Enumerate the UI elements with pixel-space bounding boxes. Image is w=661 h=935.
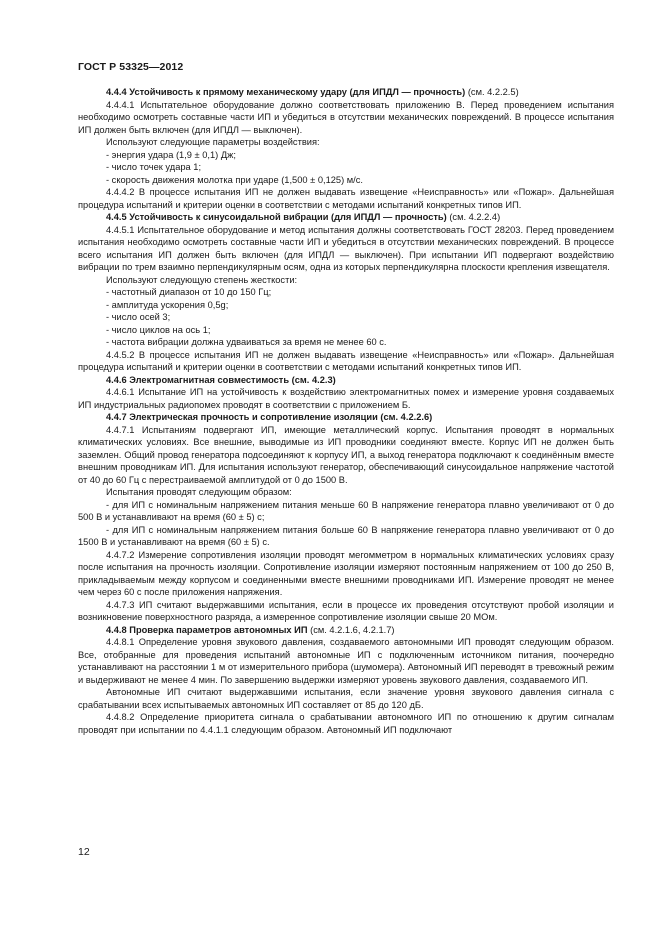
heading-title: 4.4.7 Электрическая прочность и сопротивление изоляции (см. 4.2.2.6) (106, 412, 433, 422)
paragraph-text: 4.4.5.1 Испытательное оборудование и метод испытания должны соответствовать ГОСТ 28203. Перед проведением испытания необходимо осмотреть составные части ИП и убедиться в отсутствии механических повреждений. В процессе всего испытания ИП должен быть включен (для ИПДЛ — выключен). При испытании ИП подвергают воздействию вибрации по трем взаимно перпендикулярным осям, одна из которых перпендикулярна плоскости крепления извещателя. (78, 224, 614, 272)
paragraph-text: - для ИП с номинальным напряжением питания меньше 60 В напряжение генератора плавно увеличивают от 0 до 500 В и устанавливают на время (60 ± 5) с; (78, 499, 614, 522)
paragraph (78, 486, 614, 499)
section-heading (78, 86, 614, 99)
paragraph (78, 524, 614, 549)
list-item (78, 149, 614, 162)
paragraph (78, 549, 614, 599)
section-heading (78, 211, 614, 224)
paragraph-text: - для ИП с номинальным напряжением питания больше 60 В напряжение генератора плавно увеличивают от 0 до 1500 В и устанавливают на время (60 ± 5) с. (78, 524, 614, 547)
paragraph-text: - частота вибрации должна удваиваться за время не менее 60 с. (106, 337, 387, 347)
paragraph-text: - частотный диапазон от 10 до 150 Гц; (106, 287, 272, 297)
paragraph (78, 386, 614, 411)
paragraph (78, 274, 614, 287)
page-number: 12 (78, 846, 90, 858)
paragraph (78, 686, 614, 711)
paragraph-text: 4.4.7.2 Измерение сопротивления изоляции проводят мегомметром в нормальных климатических условиях сразу после испытания на прочность изоляции. Сопротивление изоляции измеряют постоянным напряжением от 100 до 250 В, прикладываемым между корпусом и соединенными вместе внешними проводниками ИП. Измерение проводят не менее чем через 60 с после приложения напряжения. (78, 549, 614, 597)
paragraph-text: (см. 4.2.2.4) (446, 212, 501, 222)
paragraph-text: - число точек удара 1; (106, 162, 202, 172)
paragraph-text: 4.4.8.2 Определение приоритета сигнала о срабатывании автономного ИП по отношению к другим сигналам проводят при испытании по 4.4.1.1 следующим образом. Автономный ИП подключают (78, 712, 614, 735)
paragraph-text: Используют следующие параметры воздействия: (106, 137, 320, 147)
paragraph-text: 4.4.8.1 Определение уровня звукового давления, создаваемого автономными ИП проводят следующим образом. Все, отобранные для проведения испытаний автономные ИП с подключенным источником питания, поочередно устанавливают на расстоянии 1 м от измерительного прибора (шумомера). Автономный ИП переводят в тревожный режим и выдерживают не менее 4 мин. По завершению выдержки измеряют уровень звукового давления, создаваемого ИП. (78, 637, 614, 685)
list-item (78, 299, 614, 312)
heading-title: 4.4.4 Устойчивость к прямому механическому удару (для ИПДЛ — прочность) (106, 87, 466, 97)
paragraph (78, 424, 614, 487)
paragraph-text: - число осей 3; (106, 312, 171, 322)
paragraph-text: 4.4.4.1 Испытательное оборудование должно соответствовать приложению В. Перед проведением испытания необходимо осмотреть составные части ИП и убедиться в отсутствии механических повреждений. В процессе испытания ИП должен быть включен (для ИПДЛ — выключен). (78, 99, 614, 135)
paragraph-text: 4.4.7.3 ИП считают выдержавшими испытания, если в процессе их проведения отсутствуют пробой изоляции и возникновение поверхностного разряда, а измеренное сопротивление изоляции свыше 20 МОм. (78, 599, 614, 622)
heading-title: 4.4.6 Электромагнитная совместимость (см. 4.2.3) (106, 374, 336, 385)
paragraph-text: - число циклов на ось 1; (106, 324, 211, 335)
paragraph (78, 224, 614, 274)
list-item (78, 161, 614, 174)
paragraph-text: Автономные ИП считают выдержавшими испытания, если значение уровня звукового давления сигнала с срабатывании всех испытываемых автономных ИП составляет от 85 до 120 дБ. (78, 687, 614, 710)
list-item (78, 311, 614, 324)
paragraph (78, 711, 614, 736)
heading-title: 4.4.8 Проверка параметров автономных ИП (106, 624, 308, 635)
section-heading (78, 624, 614, 637)
paragraph-text: (см. 4.2.2.5) (465, 87, 519, 97)
list-item (78, 174, 614, 187)
paragraph-text: 4.4.7.1 Испытаниям подвергают ИП, имеющие металлический корпус. Испытания проводят в нормальных климатических условиях. Все внешние, выводимые из ИП проводники соединяют вместе. Корпус ИП не должен быть заземлен. Общий провод генератора подсоединяют к корпусу ИП, а выход генератора подключают к соединённым вместе внешним проводникам ИП. Для испытания используют генератор, обеспечивающий синусоидальное напряжение частотой от 40 до 60 Гц с перестраиваемой амплитудой от 0 до 1500 В. (78, 424, 614, 485)
paragraph-text: 4.4.5.2 В процессе испытания ИП не должен выдавать извещение «Неисправность» или «Пожар». Дальнейшая процедура испытаний и критерии оценки в соответствии с методами испытаний конкретных типов ИП. (78, 349, 614, 372)
paragraph (78, 599, 614, 624)
paragraph-text: - амплитуда ускорения 0,5g; (106, 299, 229, 310)
paragraph (78, 99, 614, 137)
paragraph-text: 4.4.4.2 В процессе испытания ИП не должен выдавать извещение «Неисправность» или «Пожар». Дальнейшая процедура испытаний и критерии оценки в соответствии с методами испытаний конкретных типов ИП. (78, 187, 614, 210)
paragraph-text: Используют следующую степень жесткости: (106, 274, 298, 285)
document-body (78, 86, 614, 736)
paragraph (78, 636, 614, 686)
paragraph-text: (см. 4.2.1.6, 4.2.1.7) (307, 624, 395, 635)
paragraph (78, 499, 614, 524)
section-heading (78, 411, 614, 424)
heading-title: 4.4.5 Устойчивость к синусоидальной вибрации (для ИПДЛ — прочность) (106, 212, 447, 222)
list-item (78, 286, 614, 299)
standard-designation: ГОСТ Р 53325—2012 (78, 61, 184, 73)
paragraph-text: - энергия удара (1,9 ± 0,1) Дж; (106, 149, 236, 160)
section-heading (78, 374, 614, 387)
paragraph (78, 136, 614, 149)
list-item (78, 336, 614, 349)
paragraph-text: Испытания проводят следующим образом: (106, 487, 292, 497)
paragraph-text: 4.4.6.1 Испытание ИП на устойчивость к воздействию электромагнитных помех и измерение уровня создаваемых ИП индустриальных радиопомех проводят в соответствии с приложением Б. (78, 387, 614, 410)
paragraph (78, 349, 614, 374)
paragraph-text: - скорость движения молотка при ударе (1,500 ± 0,125) м/с. (106, 174, 363, 185)
paragraph (78, 186, 614, 211)
list-item (78, 324, 614, 337)
